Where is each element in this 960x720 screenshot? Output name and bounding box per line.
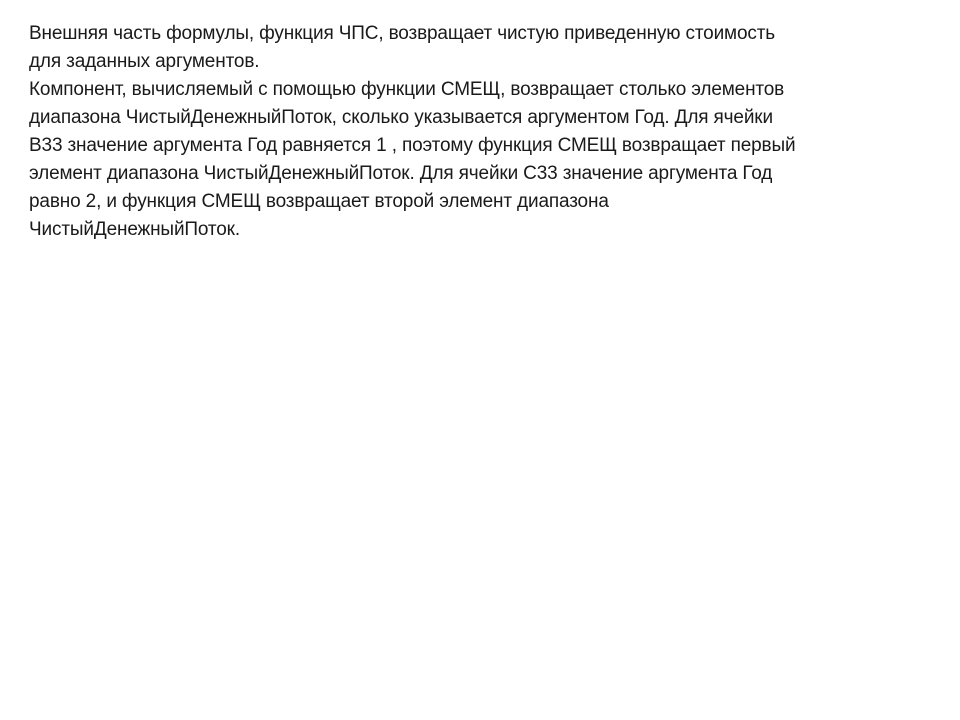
- text-line: диапазона ЧистыйДенежныйПоток, сколько указывается аргументом Год. Для ячейки: [29, 107, 773, 128]
- paragraph-npv: [29, 20, 934, 76]
- text-line: B33 значение аргумента Год равняется 1 , поэтому функция СМЕЩ возвращает первый: [29, 135, 796, 156]
- text-line: Компонент, вычисляемый с помощью функции СМЕЩ, возвращает столько элементов: [29, 79, 785, 100]
- text-line: ЧистыйДенежныйПоток.: [29, 219, 240, 240]
- text-line: для заданных аргументов.: [29, 51, 260, 72]
- text-line: элемент диапазона ЧистыйДенежныйПоток. Для ячейки C33 значение аргумента Год: [29, 163, 773, 184]
- text-block: [29, 20, 934, 244]
- text-line: равно 2, и функция СМЕЩ возвращает второй элемент диапазона: [29, 191, 609, 212]
- text-line: Внешняя часть формулы, функция ЧПС, возвращает чистую приведенную стоимость: [29, 23, 776, 44]
- paragraph-offset: [29, 76, 934, 244]
